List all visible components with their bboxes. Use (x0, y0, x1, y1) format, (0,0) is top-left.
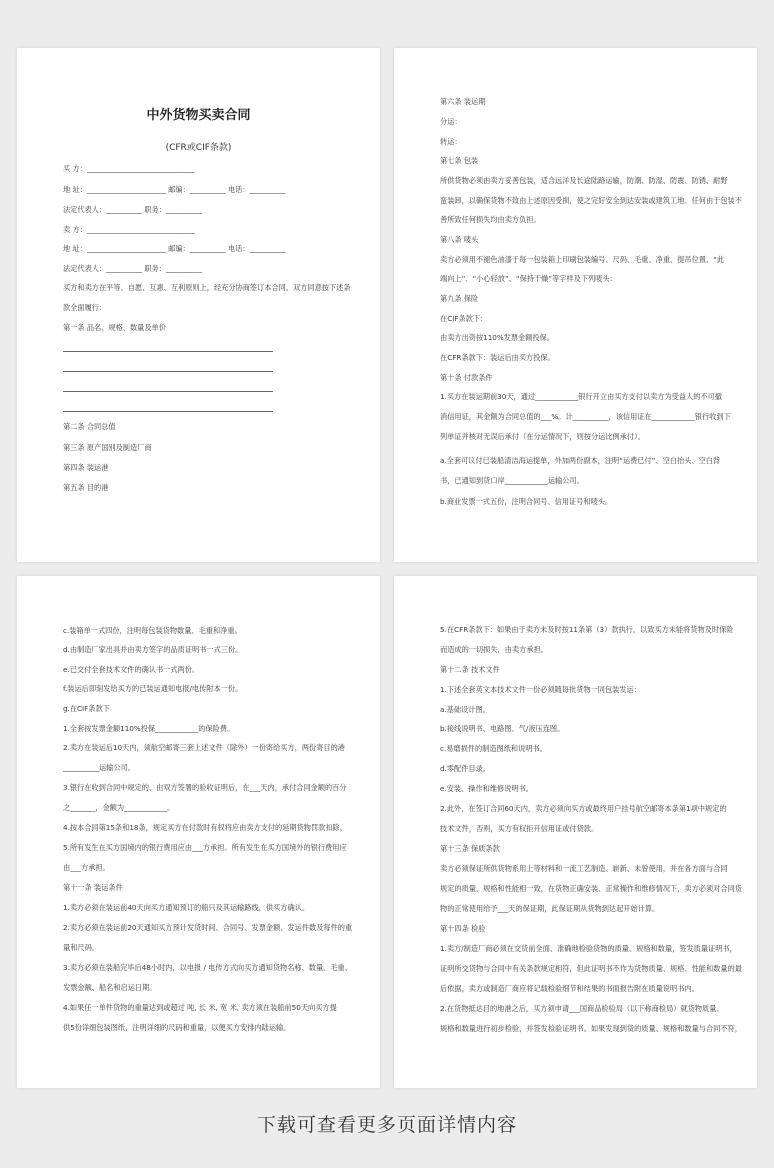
text-line: a.全套可议付已装船清洁海运提单，外加两份副本，注明“运费已付”、空白抬头、空白背 (440, 456, 721, 465)
text-line: 4.按本合同第15条和18条，规定买方在付款时有权将应由卖方支付的延期货物罚款扣除。 (63, 823, 347, 832)
text-line: 供5份详细包装图纸，注明详细的尺码和重量，以便买方安排内陆运输。 (63, 1023, 291, 1032)
text-line: 买 方：______________________________ (63, 164, 195, 173)
contract-title: 中外货物买卖合同 (146, 108, 251, 123)
text-line: 端向上”、“小心轻放”、“保持干燥”等字样及下列唛头： (440, 274, 617, 283)
text-line: 卖方必须用不褪色油漆于每一包装箱上印刷包装编号、尺码、毛重、净重、提吊位置、“此 (440, 255, 725, 264)
text-line: 第十三条 保质条款 (440, 844, 500, 853)
text-line: a.基础设计图。 (440, 705, 490, 714)
text-line: 第一条 品名、规格、数量及单价 (63, 323, 166, 332)
text-line: 5.在CFR条款下：如果由于卖方未及时按11条第（3）款执行，以致买方未能将货物及时保险 (440, 625, 734, 634)
text-line: 第五条 目的港 (63, 483, 109, 492)
text-line: 善所致任何损失均由卖方负担。 (440, 215, 541, 224)
contract-page-2 (394, 48, 757, 562)
blank-fill-line (63, 391, 273, 392)
text-line: 第十条 付款条件 (440, 373, 493, 382)
text-line: 第九条 保险 (440, 294, 479, 303)
text-line: 1.卖方/制造厂商必须在交货前全面、准确地检验货物的质量、规格和数量，签发质量证明书， (440, 944, 737, 953)
text-line: d.由制造厂家出具并由卖方签字的品质证明书一式三份。 (63, 645, 243, 654)
contract-subtitle: (CFR或CIF条款) (165, 143, 232, 153)
text-line: 1.下述全套英文本技术文件一份必须随每批货物一同包装发运： (440, 685, 641, 694)
text-line: d.零配件目录。 (440, 764, 490, 773)
text-line: 2.卖方在装运后10天内，须航空邮寄三套上述文件（除外）一份寄给买方，两份寄目的港 (63, 743, 345, 752)
text-line: 第四条 装运港 (63, 463, 109, 472)
text-line: 1.卖方必须在装运前40天向买方通知预订的船只及其运输路线，供买方确认。 (63, 903, 310, 912)
text-line: 第八条 唛头 (440, 235, 479, 244)
text-line: 由___方承担。 (63, 863, 110, 872)
text-line: 物的正常使用给予___天的保证期，此保证期从货物到达起开始计算。 (440, 904, 660, 913)
text-line: e.已交付全套技术文件的确认书一式两份。 (63, 665, 200, 674)
text-line: 1.买方在装运期前30天，通过____________银行开立由买方支付以卖方为受益人的不可撤 (440, 392, 722, 401)
contract-page-1 (17, 48, 380, 562)
text-line: 2.卖方必须在装运前20天通知买方预计发货时间、合同号、发票金额、发运件数及每件的重 (63, 923, 353, 932)
text-line: c.易磨损件的制造图纸和说明书。 (440, 744, 547, 753)
text-line: 规格和数量进行初步检验，并签发检验证明书。如果发现到货的质量、规格和数量与合同不符， (440, 1024, 742, 1033)
text-line: 2.此外，在签订合同60天内，卖方必须向买方或最终用户挂号航空邮寄本条第1项中规定的 (440, 804, 727, 813)
contract-page-3 (17, 576, 380, 1088)
text-line: 法定代表人：__________ 职务：__________ (63, 264, 202, 273)
text-line: 2.在货物抵达目的地港之后，买方须申请___国商品检验局（以下称商检局）就货物质量、 (440, 1004, 724, 1013)
text-line: e.安装、操作和维修说明书。 (440, 784, 533, 793)
text-line: 证明所交货物与合同中有关条款规定相符，但此证明书不作为货物质量、规格、性能和数量的最 (440, 964, 742, 973)
text-line: 卖 方：______________________________ (63, 225, 195, 234)
text-line: 后依据，卖方或制造厂商应将记载检验细节和结果的书面报告附在质量说明书内。 (440, 984, 699, 993)
text-line: 3.银行在收到合同中规定的、由双方签署的验收证明后，在___天内，承付合同金额的百分 (63, 783, 347, 792)
text-line: c.装箱单一式四份，注明每包装货物数量、毛重和净重。 (63, 626, 242, 635)
text-line: 第二条 合同总值 (63, 422, 116, 431)
text-line: 地 址：______________________ 邮编：__________ 电话：__________ (63, 185, 286, 194)
text-line: 在CFR条款下：装运后由买方投保。 (440, 353, 555, 362)
text-line: 量和尺码。 (63, 943, 99, 952)
text-line: g.在CIF条款下 (63, 704, 110, 713)
text-line: 规定的质量、规格和性能相一致，在货物正确安装、正常操作和维修情况下，卖方必须对合同货 (440, 884, 742, 893)
text-line: 第七条 包装 (440, 156, 479, 165)
text-line: __________运输公司。 (63, 763, 135, 772)
blank-fill-line (63, 411, 273, 412)
text-line: 5.所有发生在买方国境内的银行费用应由___方承担。所有发生在买方国境外的银行费用应 (63, 843, 347, 852)
text-line: 第十一条 装运条件 (63, 883, 123, 892)
text-line: 蛮装卸，以确保货物不致由上述原因受损，使之完好安全到达安装或建筑工地。任何由于包装不 (440, 196, 742, 205)
text-line: 地 址：______________________ 邮编：__________ 电话：__________ (63, 244, 286, 253)
text-line: 第六条 装运期 (440, 97, 486, 106)
text-line: 第十二条 技术文件 (440, 665, 500, 674)
blank-fill-line (63, 351, 273, 352)
contract-page-4 (394, 576, 757, 1088)
text-line: 由卖方出资按110%发票金额投保。 (440, 333, 554, 342)
text-line: 法定代表人：__________ 职务：__________ (63, 205, 202, 214)
text-line: f.装运后即刻发给买方的已装运通知电报/电传附本一份。 (63, 684, 243, 693)
download-more-caption: 下载可查看更多页面详情内容 (256, 1114, 517, 1136)
text-line: 款全面履行： (63, 303, 107, 312)
text-line: b.接线说明书、电路图、气/液压连图。 (440, 724, 565, 733)
text-line: 列单证并核对无误后承付（在分运情况下，则按分运比例承付）。 (440, 432, 645, 441)
text-line: b.商业发票一式五份，注明合同号、信用证号和唛头。 (440, 497, 613, 506)
text-line: 技术文件，否则，买方有权拒开信用证或付货款。 (440, 824, 599, 833)
text-line: 第三条 原产国别及制造厂商 (63, 443, 152, 452)
text-line: 在CIF条款下： (440, 314, 488, 323)
text-line: 卖方必须保证所供货物系用上等材料和一流工艺制造、崭新、未曾使用，并在各方面与合同 (440, 864, 728, 873)
text-line: 而造成的一切损失，由卖方承担。 (440, 645, 548, 654)
text-line: 分运： (440, 117, 462, 126)
text-line: 转运： (440, 137, 462, 146)
text-line: 之_______，金额为____________。 (63, 803, 175, 812)
text-line: 买方和卖方在平等、自愿、互惠、互利原则上，经充分协商签订本合同，双方同意按下述条 (63, 283, 351, 292)
text-line: 书，已通知到货口岸____________运输公司。 (440, 476, 584, 485)
text-line: 1.全套按发票金额110%投保____________的保险费。 (63, 724, 235, 733)
text-line: 所供货物必须由卖方妥善包装，适合远洋及长途陆路运输，防潮、防湿、防震、防锈、耐野 (440, 176, 728, 185)
text-line: 消信用证，其金额为合同总值的___%。计__________，该信用证在____________银行收到下 (440, 412, 731, 421)
blank-fill-line (63, 371, 273, 372)
text-line: 发票金额、船名和启运日期。 (63, 983, 157, 992)
text-line: 4.如果任一单件货物的重量达到或超过 吨, 长 米, 宽 米, 卖方须在装船前50天向买方提 (63, 1003, 337, 1012)
text-line: 第十四条 检验 (440, 924, 486, 933)
text-line: 3.卖方必须在装船完毕后48小时内，以电报 / 电传方式向买方通知货物名称、数量、毛重、 (63, 963, 352, 972)
